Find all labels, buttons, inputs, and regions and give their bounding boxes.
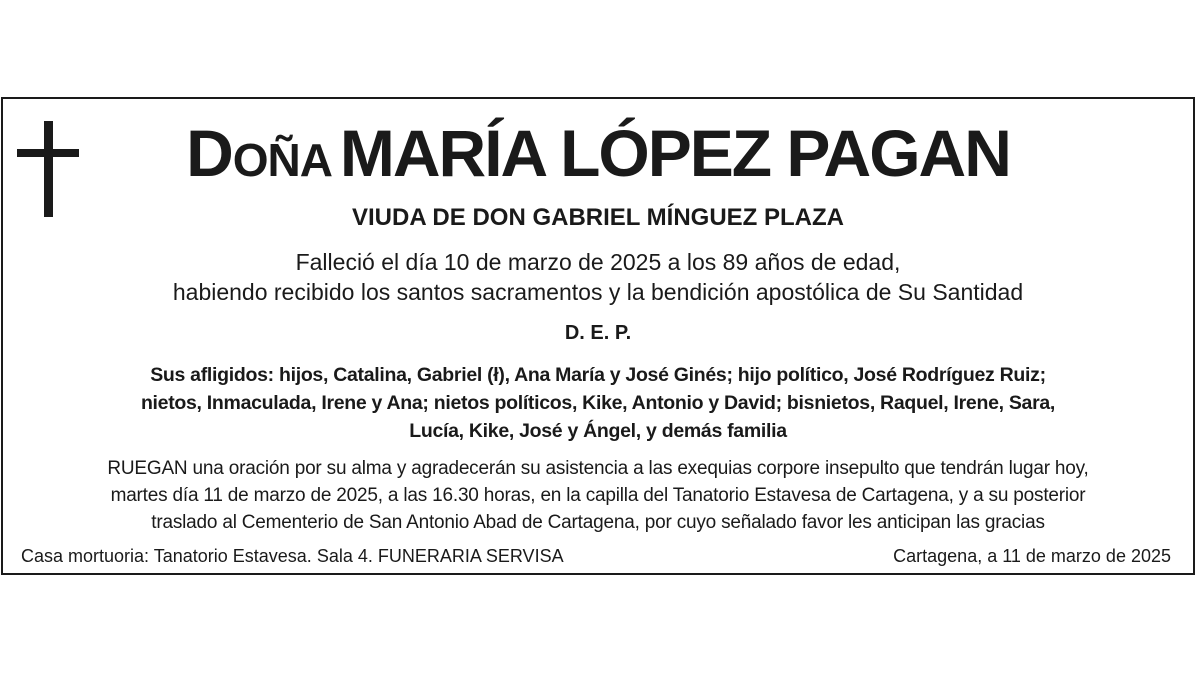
honorific: Doña	[186, 116, 332, 190]
death-line-2: habiendo recibido los santos sacramentos y la bendición apostólica de Su Santidad	[172, 279, 1024, 305]
place-date: Cartagena, a 11 de marzo de 2025	[893, 546, 1171, 566]
family-line-3: Lucía, Kike, José y Ángel, y demás familia	[409, 420, 787, 442]
death-line-1: Falleció el día 10 de marzo de 2025 a los 89 años de edad,	[295, 249, 901, 275]
prayer-line-3: traslado al Cementerio de San Antonio Abad de Cartagena, por cuyo señalado favor les anticipan las gracias	[151, 512, 1045, 533]
full-name: MARÍA LÓPEZ PAGAN	[339, 116, 1010, 190]
obituary-card	[1, 97, 1195, 575]
widow-line: VIUDA DE DON GABRIEL MÍNGUEZ PLAZA	[351, 204, 844, 231]
family-line-2: nietos, Inmaculada, Irene y Ana; nietos políticos, Kike, Antonio y David; bisnietos, Raquel, Irene, Sara,	[140, 392, 1056, 414]
family-line-1: Sus afligidos: hijos, Catalina, Gabriel (ł), Ana María y José Ginés; hijo político, José Rodríguez Ruiz;	[150, 364, 1046, 386]
dep-line: D. E. P.	[564, 322, 632, 344]
prayer-line-2: martes día 11 de marzo de 2025, a las 16.30 horas, en la capilla del Tanatorio Estavesa de Cartagena, y a su posterior	[110, 485, 1086, 506]
prayer-line-1: RUEGAN una oración por su alma y agradecerán su asistencia a las exequias corpore insepulto que tendrán lugar hoy,	[107, 458, 1089, 479]
deceased-name	[3, 117, 1193, 189]
funeral-home: Casa mortuoria: Tanatorio Estavesa. Sala 4. FUNERARIA SERVISA	[21, 546, 564, 566]
